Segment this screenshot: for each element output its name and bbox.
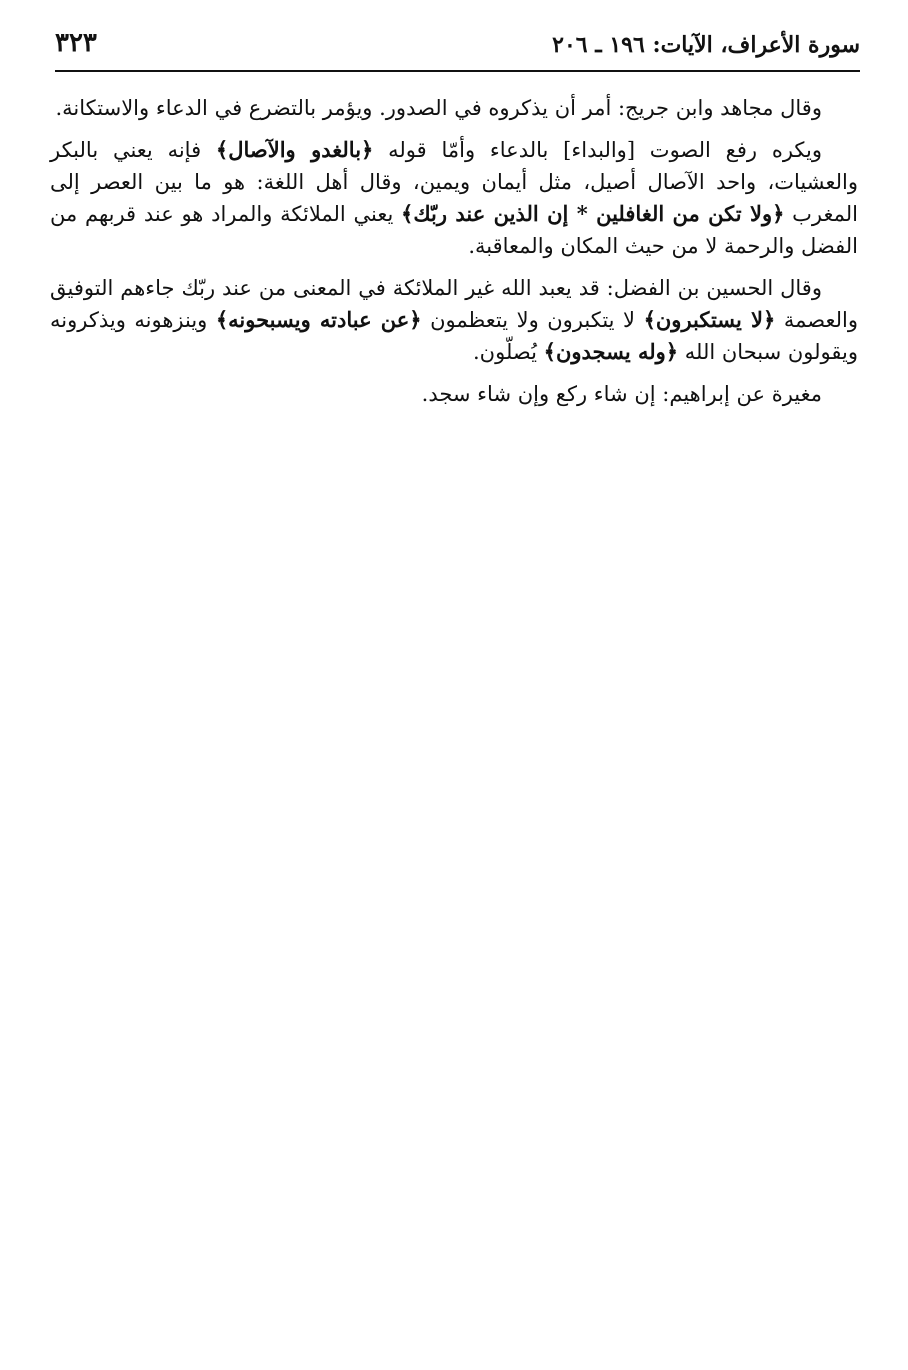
paragraph-text: ويكره رفع الصوت [والبداء] بالدعاء وأمّا قوله xyxy=(373,138,822,162)
paragraph-text: يعني الملائكة والمراد هو عند قربهم من الفضل والرحمة لا من حيث المكان والمعاقبة. xyxy=(50,202,858,258)
page-number: ٣٢٣ xyxy=(55,28,97,58)
body-text xyxy=(50,92,858,420)
quran-verse-quote: ﴿عن عبادته ويسبحونه﴾ xyxy=(215,307,422,332)
paragraph-text: فإنه يعني بالبكر والعشيات، واحد الآصال أصيل، مثل أيمان ويمين، وقال أهل اللغة: هو ما بين العصر إلى المغرب xyxy=(50,138,859,226)
paragraph-text: يُصلّون. xyxy=(473,340,544,364)
paragraph xyxy=(50,134,858,262)
paragraph-text: وقال مجاهد وابن جريج: أمر أن يذكروه في الصدور. ويؤمر بالتضرع في الدعاء والاستكانة. xyxy=(55,96,822,120)
header-rule xyxy=(55,70,860,72)
paragraph-text: وينزهونه ويذكرونه ويقولون سبحان الله xyxy=(50,308,858,364)
quran-verse-quote: ﴿ولا تكن من الغافلين * إن الذين عند ربّك﴾ xyxy=(401,201,785,226)
running-title: سورة الأعراف، الآيات: ١٩٦ ـ ٢٠٦ xyxy=(552,32,860,58)
paragraph xyxy=(50,92,858,124)
quran-verse-quote: ﴿لا يستكبرون﴾ xyxy=(643,307,776,332)
quran-verse-quote: ﴿بالغدو والآصال﴾ xyxy=(215,137,374,162)
paragraph-text: وقال الحسين بن الفضل: قد يعبد الله غير الملائكة في المعنى من عند ربّك جاءهم التوفيق والعصمة xyxy=(50,276,858,332)
paragraph xyxy=(50,272,858,368)
page-header xyxy=(55,26,860,66)
paragraph-text: لا يتكبرون ولا يتعظمون xyxy=(421,308,644,332)
paragraph-text: مغيرة عن إبراهيم: إن شاء ركع وإن شاء سجد. xyxy=(421,382,822,406)
paragraph xyxy=(50,378,858,410)
quran-verse-quote: ﴿وله يسجدون﴾ xyxy=(543,339,679,364)
